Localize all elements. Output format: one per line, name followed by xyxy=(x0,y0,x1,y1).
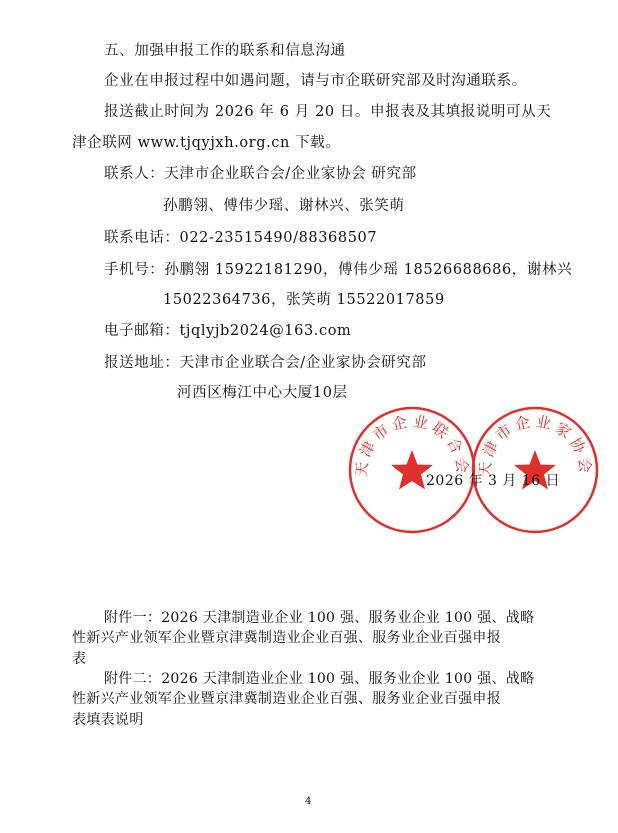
email-line: 电子邮箱：tjqlyjb2024@163.com xyxy=(104,323,352,339)
attachment-1-line1: 附件一：2026 天津制造业企业 100 强、服务业企业 100 强、战略 xyxy=(104,610,535,626)
attachment-1-line3: 表 xyxy=(72,651,87,667)
document-date: 2026 年 3 月 16 日 xyxy=(426,473,561,489)
mobile-line2: 15022364736，张笑萌 15522017859 xyxy=(163,292,445,308)
page-number: 4 xyxy=(305,796,312,807)
seal-left-text: 天津市企业联合会 xyxy=(352,412,472,478)
paragraph-deadline-line2: 津企联网 www.tjqyjxh.org.cn 下载。 xyxy=(72,135,341,151)
seal-right-text: 天津市企业家协会 xyxy=(475,412,595,478)
paragraph-deadline-line1: 报送截止时间为 2026 年 6 月 20 日。申报表及其填报说明可从天 xyxy=(104,104,552,120)
seal-left-graphic xyxy=(347,405,477,535)
contact-person-line1: 联系人：天津市企业联合会/企业家协会 研究部 xyxy=(104,166,417,182)
address-line2: 河西区梅江中心大厦10层 xyxy=(177,385,348,401)
paragraph-contact-note: 企业在申报过程中如遇问题，请与市企联研究部及时沟通联系。 xyxy=(104,73,527,89)
attachment-2-line2: 性新兴产业领军企业暨京津冀制造业企业百强、服务业企业百强申报 xyxy=(72,691,501,707)
address-line1: 报送地址：天津市企业联合会/企业家协会研究部 xyxy=(104,355,427,371)
seal-left xyxy=(347,405,477,535)
mobile-line1: 手机号：孙鹏翎 15922181290，傅伟少瑶 18526688686，谢林兴 xyxy=(104,262,573,278)
attachment-1-line2: 性新兴产业领军企业暨京津冀制造业企业百强、服务业企业百强申报 xyxy=(72,630,501,646)
seal-right xyxy=(470,405,600,535)
section-heading: 五、加强申报工作的联系和信息沟通 xyxy=(104,43,346,59)
attachment-2-line1: 附件二：2026 天津制造业企业 100 强、服务业企业 100 强、战略 xyxy=(104,671,535,687)
attachment-2-line3: 表填表说明 xyxy=(72,712,144,728)
contact-person-line2: 孙鹏翎、傅伟少瑶、谢林兴、张笑萌 xyxy=(163,198,405,214)
contact-phone: 联系电话：022-23515490/88368507 xyxy=(104,230,378,246)
seal-right-graphic xyxy=(470,405,600,535)
